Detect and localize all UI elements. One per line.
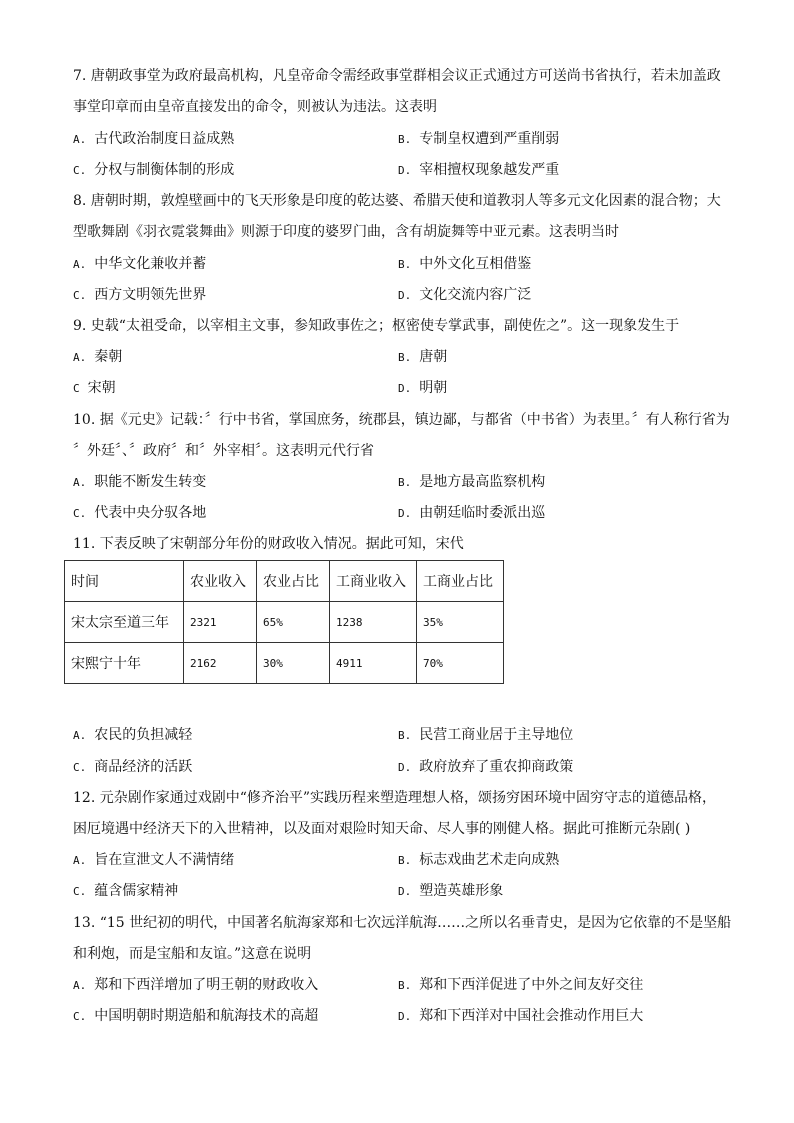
table-cell: 4911 (330, 643, 417, 684)
q12-option-c[interactable] (73, 881, 178, 902)
option-text: 民营工商业居于主导地位 (419, 727, 574, 743)
q10-stem-line2: 〞外廷〞、〞政府〞和〞外宰相〞。这表明元代行省 (73, 443, 374, 459)
option-text: 秦朝 (94, 349, 123, 365)
table-header-cell: 时间 (65, 561, 184, 602)
table-header-cell: 农业收入 (184, 561, 257, 602)
option-text: 唐朝 (419, 349, 448, 365)
option-text: 郑和下西洋增加了明王朝的财政收入 (94, 977, 319, 993)
option-text: 郑和下西洋促进了中外之间友好交往 (419, 977, 644, 993)
q7-option-a[interactable] (73, 129, 234, 150)
q13-option-a[interactable] (73, 975, 318, 996)
q13-option-d[interactable] (398, 1006, 643, 1027)
table-row (65, 602, 504, 643)
option-key: C (73, 382, 80, 395)
option-text: 是地方最高监察机构 (419, 474, 546, 490)
q8-option-d[interactable] (398, 285, 531, 306)
option-key: D. (398, 507, 412, 520)
option-key: B. (398, 729, 412, 742)
q7-option-d[interactable] (398, 160, 559, 181)
option-key: D. (398, 761, 412, 774)
option-text: 专制皇权遭到严重削弱 (419, 131, 560, 147)
table-cell: 35% (417, 602, 504, 643)
table-cell: 65% (257, 602, 330, 643)
option-key: C. (73, 289, 87, 302)
option-text: 中华文化兼收并蓄 (94, 256, 207, 272)
q8-stem-line1: 8. 唐朝时期，敦煌壁画中的飞天形象是印度的乾达婆、希腊天使和道教羽人等多元文化因素的混合物；大 (73, 193, 721, 209)
q12-option-a[interactable] (73, 850, 234, 871)
option-text: 代表中央分驭各地 (94, 505, 207, 521)
q8-option-a[interactable] (73, 254, 206, 275)
option-text: 农民的负担减轻 (94, 727, 193, 743)
q12-option-b[interactable] (398, 850, 559, 871)
option-text: 中外文化互相借鉴 (419, 256, 532, 272)
option-key: D. (398, 164, 412, 177)
q9-stem-line1: 9. 史载“太祖受命，以宰相主文事，参知政事佐之；枢密使专掌武事，副使佐之”。这一现象发生于 (73, 318, 680, 334)
table-cell: 30% (257, 643, 330, 684)
table-cell: 2321 (184, 602, 257, 643)
option-key: C. (73, 885, 87, 898)
option-key: D. (398, 289, 412, 302)
q13-stem-line2: 和利炮，而是宝船和友谊。”这意在说明 (73, 946, 312, 962)
q13-option-c[interactable] (73, 1006, 318, 1027)
q7-option-b[interactable] (398, 129, 559, 150)
q11-option-b[interactable] (398, 725, 573, 746)
q11-option-c[interactable] (73, 757, 192, 778)
q10-stem-line1: 10. 据《元史》记载：〞行中书省，掌国庶务，统郡县，镇边鄙，与都省（中书省）为表里。〞有人称行省为 (73, 412, 730, 428)
table-cell: 宋太宗至道三年 (65, 602, 184, 643)
option-key: B. (398, 133, 412, 146)
option-key: C. (73, 1010, 87, 1023)
q10-option-d[interactable] (398, 503, 545, 524)
option-key: A. (73, 979, 87, 992)
option-key: D. (398, 382, 412, 395)
table-row (65, 643, 504, 684)
option-text: 分权与制衡体制的形成 (94, 162, 235, 178)
q9-option-c[interactable] (73, 378, 116, 399)
option-key: B. (398, 854, 412, 867)
fiscal-revenue-table (64, 560, 504, 684)
table-header-row (65, 561, 504, 602)
option-text: 宰相擅权现象越发严重 (419, 162, 560, 178)
option-text: 政府放弃了重农抑商政策 (419, 759, 574, 775)
option-key: C. (73, 164, 87, 177)
q7-stem-line2: 事堂印章而由皇帝直接发出的命令，则被认为违法。这表明 (73, 99, 437, 115)
option-text: 郑和下西洋对中国社会推动作用巨大 (419, 1008, 644, 1024)
q11-option-d[interactable] (398, 757, 573, 778)
q8-option-b[interactable] (398, 254, 531, 275)
table-cell: 2162 (184, 643, 257, 684)
option-key: A. (73, 476, 87, 489)
table-header-cell: 工商业占比 (417, 561, 504, 602)
option-text: 中国明朝时期造船和航海技术的高超 (94, 1008, 319, 1024)
q10-option-c[interactable] (73, 503, 206, 524)
q10-option-a[interactable] (73, 472, 206, 493)
q9-option-b[interactable] (398, 347, 447, 368)
option-key: D. (398, 885, 412, 898)
q11-option-a[interactable] (73, 725, 192, 746)
option-text: 文化交流内容广泛 (419, 287, 532, 303)
table-cell: 1238 (330, 602, 417, 643)
q9-option-a[interactable] (73, 347, 122, 368)
option-key: B. (398, 258, 412, 271)
table-header-cell: 工商业收入 (330, 561, 417, 602)
option-text: 由朝廷临时委派出巡 (419, 505, 546, 521)
option-text: 旨在宣泄文人不满情绪 (94, 852, 235, 868)
q7-option-c[interactable] (73, 160, 234, 181)
option-text: 蕴含儒家精神 (94, 883, 179, 899)
option-text: 宋朝 (87, 380, 116, 396)
q8-stem-line2: 型歌舞剧《羽衣霓裳舞曲》则源于印度的婆罗门曲，含有胡旋舞等中亚元素。这表明当时 (73, 224, 619, 240)
table-header-cell: 农业占比 (257, 561, 330, 602)
q13-stem-line1: 13. “15 世纪初的明代，中国著名航海家郑和七次远洋航海……之所以名垂青史，是因为它依靠的不是坚船 (73, 915, 732, 931)
q7-stem-line1: 7. 唐朝政事堂为政府最高机构，凡皇帝命令需经政事堂群相会议正式通过方可送尚书省执行，若未加盖政 (73, 68, 721, 84)
q12-stem-line2: 困厄境遇中经济天下的入世精神，以及面对艰险时知天命、尽人事的刚健人格。据此可推断元杂剧( ) (73, 821, 691, 837)
option-key: A. (73, 729, 87, 742)
table-cell: 70% (417, 643, 504, 684)
option-key: C. (73, 507, 87, 520)
option-key: C. (73, 761, 87, 774)
q12-option-d[interactable] (398, 881, 503, 902)
option-key: B. (398, 979, 412, 992)
option-key: A. (73, 854, 87, 867)
option-key: A. (73, 133, 87, 146)
option-key: A. (73, 258, 87, 271)
option-text: 西方文明领先世界 (94, 287, 207, 303)
option-key: B. (398, 476, 412, 489)
q12-stem-line1: 12. 元杂剧作家通过戏剧中“修齐治平”实践历程来塑造理想人格，颂扬穷困环境中固穷守志的道德品格， (73, 790, 717, 806)
q9-option-d[interactable] (398, 378, 447, 399)
option-text: 塑造英雄形象 (419, 883, 504, 899)
option-text: 明朝 (419, 380, 448, 396)
option-key: A. (73, 351, 87, 364)
table-cell: 宋熙宁十年 (65, 643, 184, 684)
option-text: 古代政治制度日益成熟 (94, 131, 235, 147)
option-text: 标志戏曲艺术走向成熟 (419, 852, 560, 868)
option-text: 商品经济的活跃 (94, 759, 193, 775)
q8-option-c[interactable] (73, 285, 206, 306)
option-key: D. (398, 1010, 412, 1023)
option-text: 职能不断发生转变 (94, 474, 207, 490)
q11-stem-line1: 11. 下表反映了宋朝部分年份的财政收入情况。据此可知，宋代 (73, 536, 464, 552)
q10-option-b[interactable] (398, 472, 545, 493)
q13-option-b[interactable] (398, 975, 643, 996)
option-key: B. (398, 351, 412, 364)
